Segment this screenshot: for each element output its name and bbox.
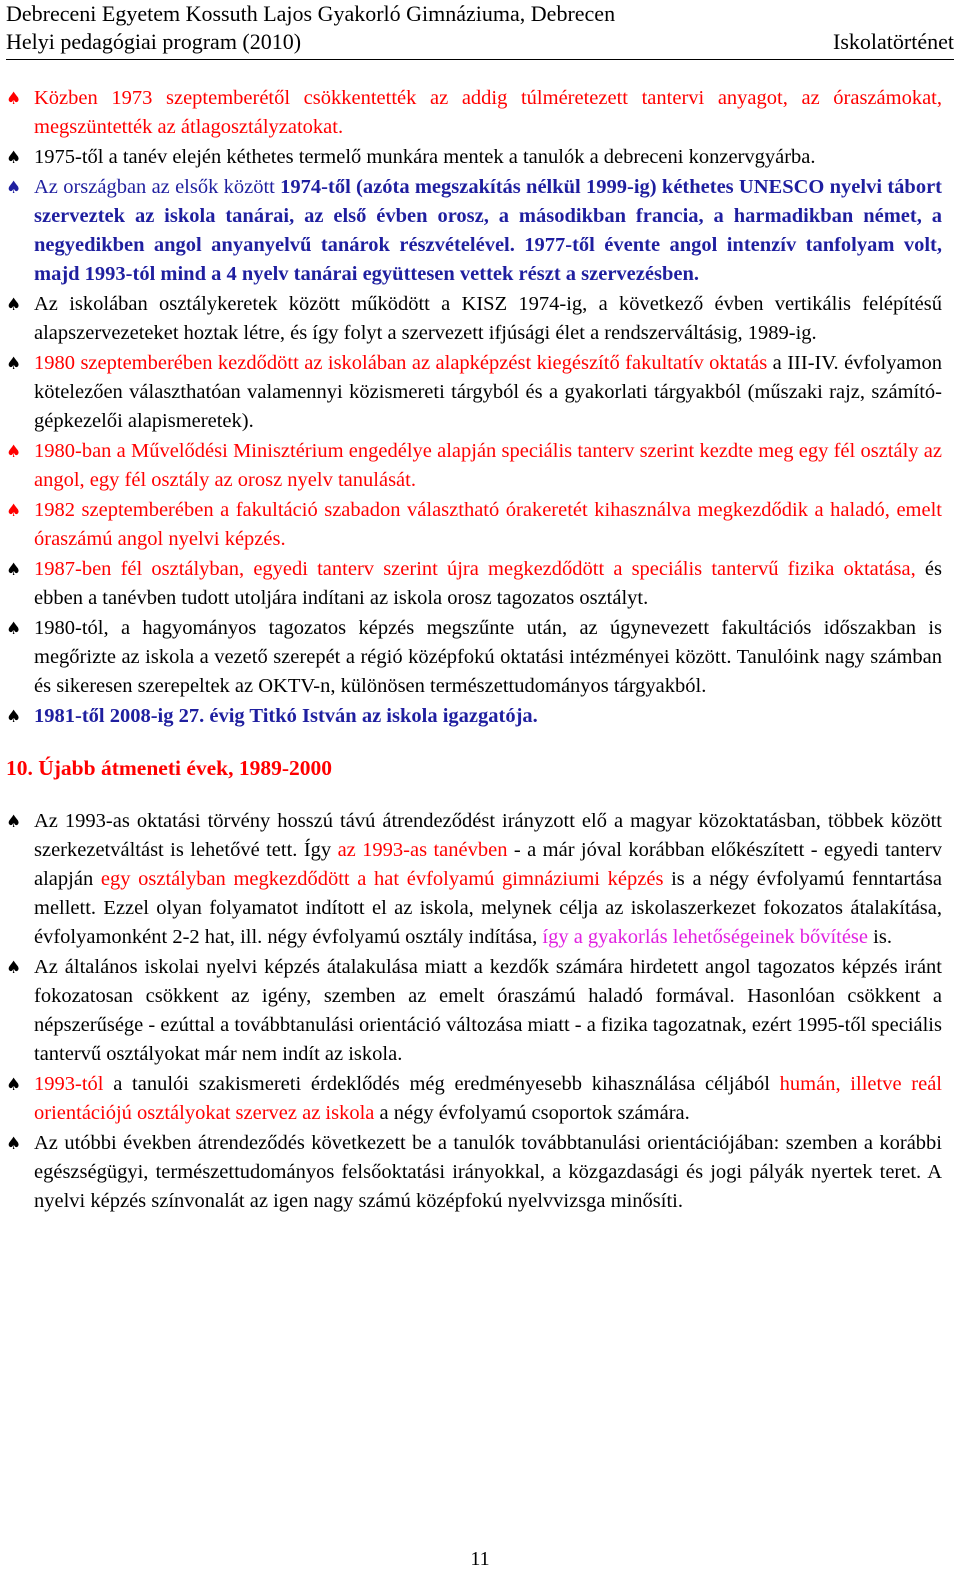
chapter-title: Iskolatörténet <box>833 29 954 54</box>
spade-icon: ♠ <box>6 560 22 580</box>
spade-icon: ♠ <box>6 707 22 727</box>
spade-icon: ♠ <box>6 619 22 639</box>
list-item: ♠ 1975-től a tanév elején kéthetes termelő munkára mentek a tanulók a debreceni konzervgyárba. <box>6 143 942 172</box>
list-item: ♠ 1980-tól, a hagyományos tagozatos képzés megszűnte után, az úgynevezett fakultációs időszakban is megőrizte az iskola a vezető szerepét a régió középfokú oktatási intézményei között. Tanulóink nagy számban és sikeresen szerepeltek az OKTV-n, különösen természettudományos tárgyakból. <box>6 617 942 697</box>
spade-icon: ♠ <box>6 354 22 374</box>
list-item: ♠ 1993-tól a tanulói szakismereti érdeklődés még eredményesebb kihasználása céljából humán, illetve reál orientációjú osztályokat szervez az iskola a négy évfolyamú csoportok számára. <box>6 1073 942 1124</box>
spade-icon: ♠ <box>6 148 22 168</box>
list-item: ♠ 1981-től 2008-ig 27. évig Titkó István az iskola igazgatója. <box>6 702 942 731</box>
list-item: ♠ Az utóbbi években átrendeződés következett be a tanulók továbbtanulási orientációjában: szemben a korábbi egészségügyi, természettudományos felsőoktatási irányokkal, a közgazdasági és jogi pályák nyertek teret. A nyelvi képzés színvonalát az igen nagy számú középfokú nyelvvizsga minősíti. <box>6 1132 942 1212</box>
list-item: ♠ Közben 1973 szeptemberétől csökkentették az addig túlméretezett tantervi anyagot, az óraszámokat, megszüntették az átlagosztályzatokat. <box>6 87 942 138</box>
spade-icon: ♠ <box>6 1134 22 1154</box>
school-name: Debreceni Egyetem Kossuth Lajos Gyakorló Gimnáziuma, Debrecen <box>6 1 616 26</box>
list-item: ♠ Az iskolában osztálykeretek között működött a KISZ 1974-ig, a következő évben vertikális felépítésű alapszervezeteket hoztak létre, és így folyt a szervezett ifjúsági élet a rendszerváltásig, 1989-ig. <box>6 293 942 344</box>
spade-icon: ♠ <box>6 958 22 978</box>
header-subline <box>6 28 954 60</box>
list-item: ♠ 1980-ban a Művelődési Minisztérium engedélye alapján speciális tanterv szerint kezdte meg egy fél osztály az angol, egy fél osztály az orosz nyelv tanulását. <box>6 440 942 491</box>
list-item: ♠ Az általános iskolai nyelvi képzés átalakulása miatt a kezdők számára hirdetett angol tagozatos képzés iránt fokozatosan csökkent az igény, szemben az emelt óraszámú haladó formával. Hasonlóan csökkent a népszerűsége - ezúttal a továbbtanulási orientáció változása miatt - a fizika tagozatnak, ezért 1995-től speciális tantervű osztályokat már nem indít az iskola. <box>6 956 942 1065</box>
list-item: ♠ 1987-ben fél osztályban, egyedi tanterv szerint újra megkezdődött a speciális tantervű fizika oktatása, és ebben a tanévben tudott utoljára indítani az iskola orosz tagozatos osztályt. <box>6 558 943 609</box>
list-item: ♠ Az 1993-as oktatási törvény hosszú távú átrendeződést irányzott elő a magyar közoktatásban, többek között szerkezetváltást is lehetővé tett. Így az 1993-as tanévben - a már jóval korábban előkészített - egyedi tanterv alapján egy osztályban megkezdődött a hat évfolyamú gimnáziumi képzés is a négy évfolyamú fenntartása mellett. Ezzel olyan folyamatot indított el az iskola, melynek célja az iskolaszerkezet fokozatos átalakítása, évfolyamonként 2-2 hat, ill. négy évfolyamú osztály indítása, így a gyakorlás lehetőségeinek bővítése is. <box>6 810 942 948</box>
spade-icon: ♠ <box>6 812 22 832</box>
document-title: Helyi pedagógiai program (2010) <box>6 29 302 54</box>
section-heading: 10. Újabb átmeneti évek, 1989-2000 <box>6 756 333 780</box>
spade-icon: ♠ <box>6 501 22 521</box>
list-item: ♠ 1980 szeptemberében kezdődött az iskolában az alapképzést kiegészítő fakultatív oktatás a III-IV. évfolyamon kötelezően választhatóan valamennyi közismereti tárgyból és a gyakorlati tárgyakból (műszaki rajz, számító-gépkezelői alapismeretek). <box>6 352 942 432</box>
list-item: ♠ 1982 szeptemberében a fakultáció szabadon választható órakeretét kihasználva megkezdődik a haladó, emelt óraszámú angol nyelvi képzés. <box>6 499 942 550</box>
page-header <box>6 0 954 60</box>
page-body <box>6 84 942 1217</box>
spade-icon: ♠ <box>6 89 22 109</box>
list-item: ♠ Az országban az elsők között 1974-től (azóta megszakítás nélkül 1999-ig) kéthetes UNESCO nyelvi tábort szerveztek az iskola tanárai, az első évben orosz, a másodikban francia, a harmadikban német, a negyedikben angol anyanyelvű tanárok részvételével. 1977-től évente angol intenzív tanfolyam volt, majd 1993-tól mind a 4 nyelv tanárai együttesen vettek részt a szervezésben. <box>6 176 942 285</box>
spade-icon: ♠ <box>6 295 22 315</box>
spade-icon: ♠ <box>6 1075 22 1095</box>
page-number: 11 <box>470 1548 490 1570</box>
spade-icon: ♠ <box>6 178 22 198</box>
spade-icon: ♠ <box>6 442 22 462</box>
